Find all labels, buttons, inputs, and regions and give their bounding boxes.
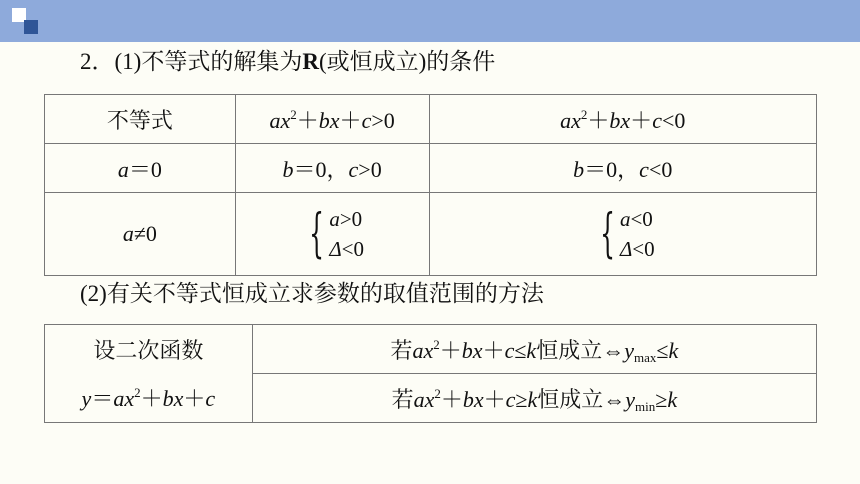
header-cell-gt: $ax^2+bx+c>0$ — [235, 95, 429, 144]
brace-icon: { — [599, 204, 615, 264]
section-heading-2: (2)有关不等式恒成立求参数的取值范围的方法 — [80, 281, 544, 306]
equation-system: { a>0 Δ<0 — [309, 204, 364, 264]
cell-a-nonzero: a≠0 — [45, 193, 236, 276]
table-row — [45, 144, 817, 193]
table-row — [45, 95, 817, 144]
cell-lt-a-zero: b＝0，c<0 — [429, 144, 816, 193]
title-bar — [0, 0, 860, 42]
header-cell-inequality: 不等式 — [45, 95, 236, 144]
table-row — [45, 193, 817, 276]
methods-table — [44, 324, 817, 423]
cell-function-label: 设二次函数 — [45, 325, 253, 374]
cell-gt-a-zero: b＝0，c>0 — [235, 144, 429, 193]
equation-system: { a<0 Δ<0 — [599, 204, 655, 264]
heading1-R: R — [302, 49, 319, 74]
slide-logo-icon — [12, 8, 42, 36]
cell-ge-condition: 若$ax^2+bx+c\ge k$恒成立$\Leftrightarrow y_{min}\ge k$ — [252, 374, 816, 423]
section-heading-1 — [80, 48, 495, 76]
table-row — [45, 325, 817, 374]
cell-lt-a-nonzero — [429, 193, 816, 276]
header-cell-lt: $ax^2+bx+c<0$ — [429, 95, 816, 144]
heading1-text: 2．(1)不等式的解集为 — [80, 49, 303, 74]
conditions-table — [44, 94, 817, 276]
table-row — [45, 374, 817, 423]
cell-function-expr: $y=ax^2+bx+c$ — [45, 374, 253, 423]
cell-gt-a-nonzero — [235, 193, 429, 276]
cell-le-condition: 若$ax^2+bx+c\le k$恒成立$\Leftrightarrow y_{max}\le k$ — [252, 325, 816, 374]
brace-icon: { — [309, 204, 325, 264]
heading1-rest: (或恒成立)的条件 — [318, 49, 496, 74]
cell-a-zero: a＝0 — [45, 144, 236, 193]
